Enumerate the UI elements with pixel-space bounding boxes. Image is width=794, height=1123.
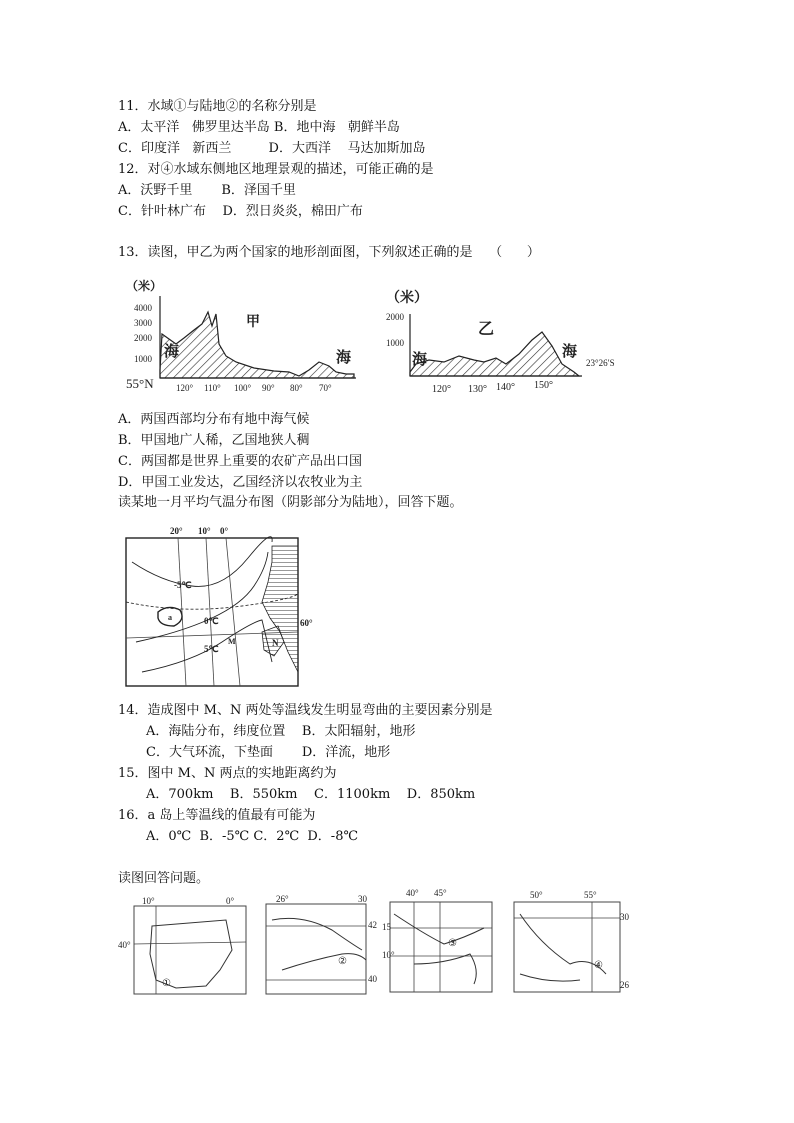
map3-side-label: 15 xyxy=(382,922,391,932)
q16-options: A．0℃ B．-5℃ C．2℃ D．-8℃ xyxy=(146,829,359,844)
isotherm-label: 0℃ xyxy=(204,616,219,626)
profile-yi-terrain xyxy=(410,332,579,376)
profile-jia-ytick: 2000 xyxy=(134,333,152,343)
q13-option-a: A．两国西部均分布有地中海气候 xyxy=(118,412,310,427)
profile-jia-ytick: 3000 xyxy=(134,318,152,328)
map2-top-label: 26° xyxy=(276,894,289,904)
point-m-label: M xyxy=(228,637,236,646)
q15-options: A．700km B．550km C．1100km D．850km xyxy=(146,787,476,802)
map2-side-label: 40 xyxy=(368,974,377,984)
q12-options-ab: A．沃野千里 B．泽国千里 xyxy=(118,183,296,198)
q13-stem: 13．读图，甲乙为两个国家的地形剖面图，下列叙述正确的是 （ ） xyxy=(118,245,540,260)
profile-jia-figure xyxy=(124,274,364,396)
q14-stem: 14．造成图中 M、N 两处等温线发生明显弯曲的主要因素分别是 xyxy=(118,703,493,718)
profile-yi-xtick: 140° xyxy=(496,382,515,393)
profile-jia-xtick: 90° xyxy=(262,383,275,393)
map1-mark: ① xyxy=(162,978,171,989)
profile-jia-xtick: 100° xyxy=(234,383,252,393)
map-2 xyxy=(262,890,382,998)
profile-yi-sea-right: 海 xyxy=(562,344,578,360)
isotherm-map xyxy=(122,522,322,690)
map4-side-label: 26 xyxy=(620,980,629,990)
profile-jia-name: 甲 xyxy=(246,315,260,330)
profile-jia-sea-left: 海 xyxy=(164,344,180,360)
map3-top-label: 45° xyxy=(434,888,447,898)
profile-yi-ytick: 1000 xyxy=(386,338,404,348)
isotherm-lon-label: 0° xyxy=(220,526,229,536)
intro-q14: 读某地一月平均气温分布图（阴影部分为陆地），回答下题。 xyxy=(118,495,463,510)
q11-stem: 11．水域①与陆地②的名称分别是 xyxy=(118,99,317,114)
q11-options-cd: C．印度洋 新西兰 D．大西洋 马达加斯加岛 xyxy=(118,141,426,156)
map4-top-label: 55° xyxy=(584,890,597,900)
map1-top-label: 0° xyxy=(226,896,235,906)
isotherm-lat-label: 60° xyxy=(300,618,313,628)
isotherm-lon-label: 20° xyxy=(170,526,183,536)
profile-jia-xtick: 120° xyxy=(176,383,194,393)
island-a-label: a xyxy=(168,613,172,622)
q13-option-b: B．甲国地广人稀，乙国地狭人稠 xyxy=(118,433,310,448)
map-1 xyxy=(116,890,252,998)
map4-top-label: 50° xyxy=(530,890,543,900)
map-3 xyxy=(384,884,500,996)
profile-jia-ytick: 1000 xyxy=(134,354,152,364)
map-4 xyxy=(510,884,636,996)
profile-yi-xtick: 150° xyxy=(534,380,553,391)
isotherm-label: 5℃ xyxy=(204,644,219,654)
profile-jia-ytick: 4000 xyxy=(134,303,152,313)
profile-jia-sea-right: 海 xyxy=(336,350,352,366)
q12-options-cd: C．针叶林广布 D．烈日炎炎，棉田广布 xyxy=(118,204,363,219)
map1-side-label: 40° xyxy=(118,940,131,950)
q14-options-cd: C．大气环流，下垫面 D．洋流，地形 xyxy=(146,745,391,760)
profile-jia-latitude: 55°N xyxy=(126,376,154,391)
map4-mark: ④ xyxy=(594,960,603,971)
profile-yi-xtick: 120° xyxy=(432,384,451,395)
profile-jia-unit: （米） xyxy=(126,279,163,293)
map3-mark: ③ xyxy=(448,938,457,949)
map2-mark: ② xyxy=(338,956,347,967)
map1-top-label: 10° xyxy=(142,896,155,906)
point-n-label: N xyxy=(272,638,279,648)
profile-yi-sea-left: 海 xyxy=(412,352,428,368)
q15-stem: 15．图中 M、N 两点的实地距离约为 xyxy=(118,766,337,781)
map3-side-label: 10° xyxy=(382,950,395,960)
profile-jia-xtick: 110° xyxy=(204,383,221,393)
map4-side-label: 30 xyxy=(620,912,629,922)
isotherm-lon-label: 10° xyxy=(198,526,211,536)
profile-yi-xtick: 130° xyxy=(468,384,487,395)
profile-yi-ytick: 2000 xyxy=(386,312,404,322)
intro-last: 读图回答问题。 xyxy=(118,871,210,886)
profile-jia-xtick: 70° xyxy=(319,383,332,393)
q13-option-d: D．甲国工业发达，乙国经济以农牧业为主 xyxy=(118,475,363,490)
q11-options-ab: A．太平洋 佛罗里达半岛 B．地中海 朝鲜半岛 xyxy=(118,120,400,135)
q14-options-ab: A．海陆分布，纬度位置 B．太阳辐射，地形 xyxy=(146,724,416,739)
profile-jia-xtick: 80° xyxy=(290,383,303,393)
q13-option-c: C．两国都是世界上重要的农矿产品出口国 xyxy=(118,454,362,469)
isotherm-label: -5℃ xyxy=(174,580,192,590)
map2-side-label: 42 xyxy=(368,920,377,930)
map2-top-label: 30 xyxy=(358,894,367,904)
profile-yi-name: 乙 xyxy=(478,321,495,338)
profile-yi-unit: （米） xyxy=(386,291,428,306)
map3-top-label: 40° xyxy=(406,888,419,898)
profile-yi-latitude: 23°26′S xyxy=(586,358,615,368)
q16-stem: 16．a 岛上等温线的值最有可能为 xyxy=(118,808,316,823)
q12-stem: 12．对④水域东侧地区地理景观的描述，可能正确的是 xyxy=(118,162,434,177)
profile-yi-figure xyxy=(384,284,634,396)
isotherm-land-east xyxy=(262,546,298,672)
